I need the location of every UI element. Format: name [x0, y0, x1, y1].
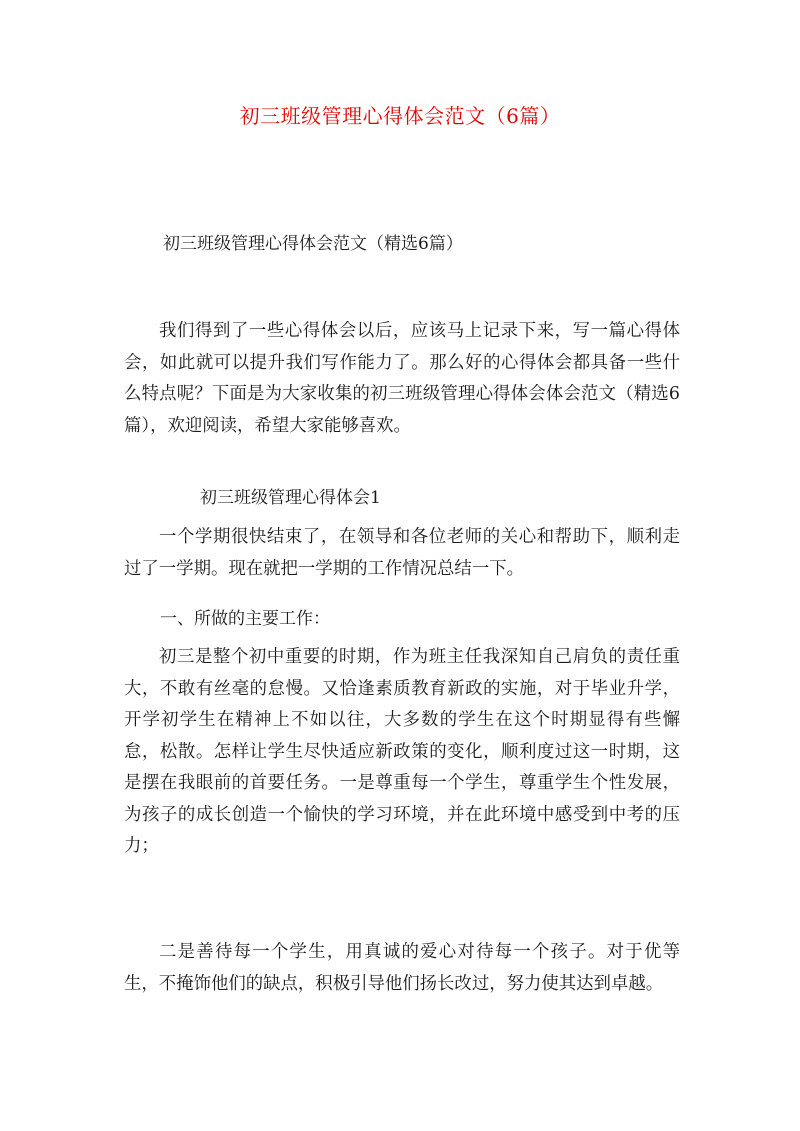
section-heading: 初三班级管理心得体会1 [200, 488, 381, 508]
document-subtitle: 初三班级管理心得体会范文（精选6篇） [163, 234, 463, 254]
section-paragraph: 一个学期很快结束了，在领导和各位老师的关心和帮助下，顺利走过了一学期。现在就把一学期的工作情况总结一下。 [124, 527, 680, 579]
intro-paragraph: 我们得到了一些心得体会以后，应该马上记录下来，写一篇心得体会，如此就可以提升我们写作能力了。那么好的心得体会都具备一些什么特点呢？下面是为大家收集的初三班级管理心得体会体会范文（精选6篇），欢迎阅读，希望大家能够喜欢。 [124, 321, 680, 436]
section-subheading: 一、所做的主要工作： [160, 609, 330, 629]
document-title: 初三班级管理心得体会范文（6篇） [239, 104, 561, 128]
section-paragraph: 二是善待每一个学生，用真诚的爱心对待每一个孩子。对于优等生，不掩饰他们的缺点，积极引导他们扬长改过，努力使其达到卓越。 [124, 942, 680, 994]
section-paragraph: 初三是整个初中重要的时期，作为班主任我深知自己肩负的责任重大，不敢有丝毫的怠慢。又恰逢素质教育新政的实施，对于毕业升学，开学初学生在精神上不如以往，大多数的学生在这个时期显得有些懈怠，松散。怎样让学生尽快适应新政策的变化，顺利度过这一时期，这是摆在我眼前的首要任务。一是尊重每一个学生，尊重学生个性发展，为孩子的成长创造一个愉快的学习环境，并在此环境中感受到中考的压力； [124, 647, 680, 856]
